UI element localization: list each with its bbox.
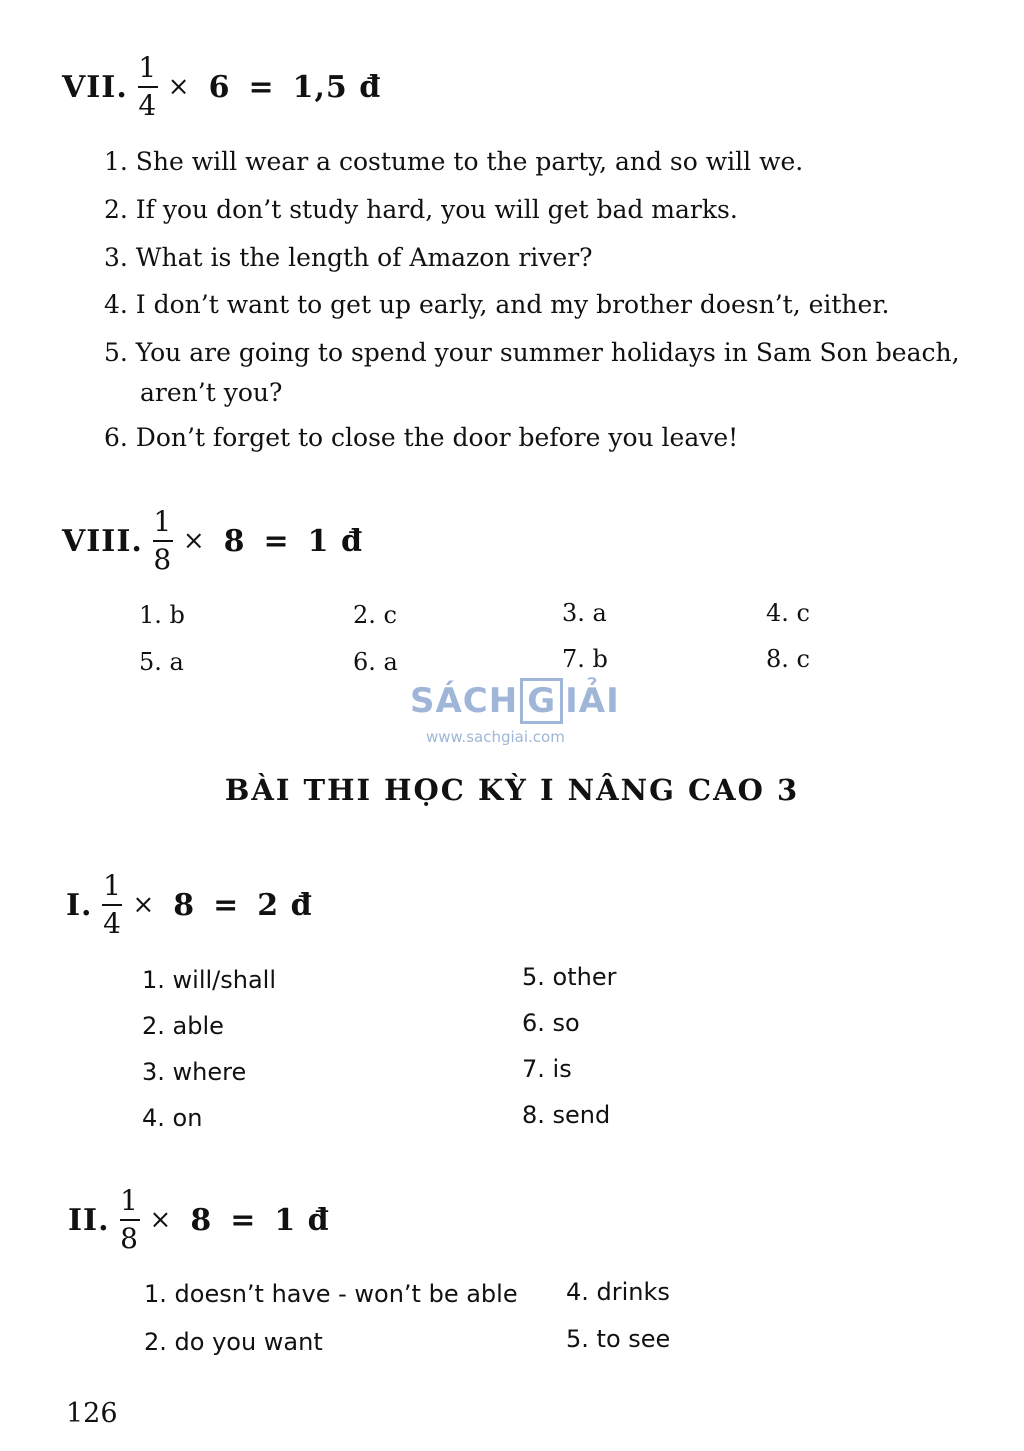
section-ii-heading xyxy=(68,1185,348,1255)
section-vii-heading xyxy=(62,52,399,122)
section-i-heading xyxy=(66,870,331,940)
watermark-logo-box: G xyxy=(520,678,563,724)
fraction-numerator: 1 xyxy=(153,505,173,538)
sachgiai-watermark xyxy=(410,678,620,768)
viii-answer-3: 3. a xyxy=(562,599,607,627)
watermark-url: www.sachgiai.com xyxy=(426,728,565,746)
viii-answer-7: 7. b xyxy=(562,645,608,673)
multiplier: 8 xyxy=(223,523,246,559)
score-result: 2 đ xyxy=(257,887,313,923)
vii-sentence-1: 1. She will wear a costume to the party, and so will we. xyxy=(104,147,804,176)
fraction-denominator: 4 xyxy=(138,89,158,122)
i-answer-2: 2. able xyxy=(142,1012,224,1040)
page-number: 126 xyxy=(66,1398,118,1429)
fraction-numerator: 1 xyxy=(138,51,158,84)
fraction-bar xyxy=(102,904,122,906)
i-answer-7: 7. is xyxy=(522,1055,572,1083)
exam-title: BÀI THI HỌC KỲ I NÂNG CAO 3 xyxy=(224,773,800,807)
equals-sign: = xyxy=(213,887,240,923)
section-i-formula xyxy=(132,888,330,923)
fraction-denominator: 4 xyxy=(103,907,122,940)
vii-sentence-4: 4. I don’t want to get up early, and my brother doesn’t, either. xyxy=(104,290,890,319)
equals-sign: = xyxy=(263,523,290,559)
i-answer-8: 8. send xyxy=(522,1101,611,1129)
multiplier: 8 xyxy=(173,887,196,923)
section-vii-formula xyxy=(168,70,399,105)
fraction-bar xyxy=(120,1219,140,1221)
viii-answer-6: 6. a xyxy=(353,648,398,676)
section-viii-heading xyxy=(62,506,381,576)
equals-sign: = xyxy=(248,69,275,105)
section-viii-fraction xyxy=(153,506,173,576)
i-answer-5: 5. other xyxy=(522,963,617,991)
viii-answer-8: 8. c xyxy=(766,645,810,673)
viii-answer-2: 2. c xyxy=(353,601,397,629)
fraction-bar xyxy=(138,86,158,88)
vii-sentence-6: 6. Don’t forget to close the door before you leave! xyxy=(104,423,739,452)
fraction-numerator: 1 xyxy=(103,869,122,902)
multiply-sign: × xyxy=(149,1205,173,1235)
watermark-logo-left: SÁCH xyxy=(410,681,519,721)
section-vii-numeral: VII. xyxy=(62,69,128,105)
section-ii-formula xyxy=(150,1203,348,1238)
viii-answer-5: 5. a xyxy=(139,648,184,676)
score-result: 1,5 đ xyxy=(292,69,382,105)
section-vii-fraction xyxy=(138,52,158,122)
score-result: 1 đ xyxy=(274,1202,330,1238)
multiply-sign: × xyxy=(182,526,206,556)
watermark-logo-right: IẢI xyxy=(565,681,620,721)
multiply-sign: × xyxy=(132,890,156,920)
ii-answer-4: 4. drinks xyxy=(566,1278,670,1306)
i-answer-3: 3. where xyxy=(142,1058,247,1086)
vii-sentence-3: 3. What is the length of Amazon river? xyxy=(104,243,593,272)
viii-answer-1: 1. b xyxy=(139,601,185,629)
section-ii-numeral: II. xyxy=(68,1202,110,1238)
i-answer-6: 6. so xyxy=(522,1009,580,1037)
multiplier: 6 xyxy=(208,69,231,105)
ii-answer-2: 2. do you want xyxy=(144,1328,323,1356)
section-viii-numeral: VIII. xyxy=(62,523,143,559)
score-result: 1 đ xyxy=(307,523,363,559)
equals-sign: = xyxy=(230,1202,257,1238)
vii-sentence-5: 5. You are going to spend your summer holidays in Sam Son beach, aren’t you? xyxy=(104,338,960,407)
section-i-fraction xyxy=(102,870,122,940)
viii-answer-4: 4. c xyxy=(766,599,810,627)
section-ii-fraction xyxy=(120,1185,140,1255)
i-answer-1: 1. will/shall xyxy=(142,966,277,994)
ii-answer-5: 5. to see xyxy=(566,1325,671,1353)
watermark-logo xyxy=(410,678,620,724)
fraction-bar xyxy=(153,540,173,542)
fraction-numerator: 1 xyxy=(120,1184,139,1217)
multiplier: 8 xyxy=(190,1202,213,1238)
vii-sentence-2: 2. If you don’t study hard, you will get bad marks. xyxy=(104,195,738,224)
multiply-sign: × xyxy=(167,72,191,102)
fraction-denominator: 8 xyxy=(153,543,173,576)
section-i-numeral: I. xyxy=(66,887,93,923)
section-viii-formula xyxy=(183,524,381,559)
ii-answer-1: 1. doesn’t have - won’t be able xyxy=(144,1280,518,1308)
i-answer-4: 4. on xyxy=(142,1104,203,1132)
fraction-denominator: 8 xyxy=(120,1222,139,1255)
